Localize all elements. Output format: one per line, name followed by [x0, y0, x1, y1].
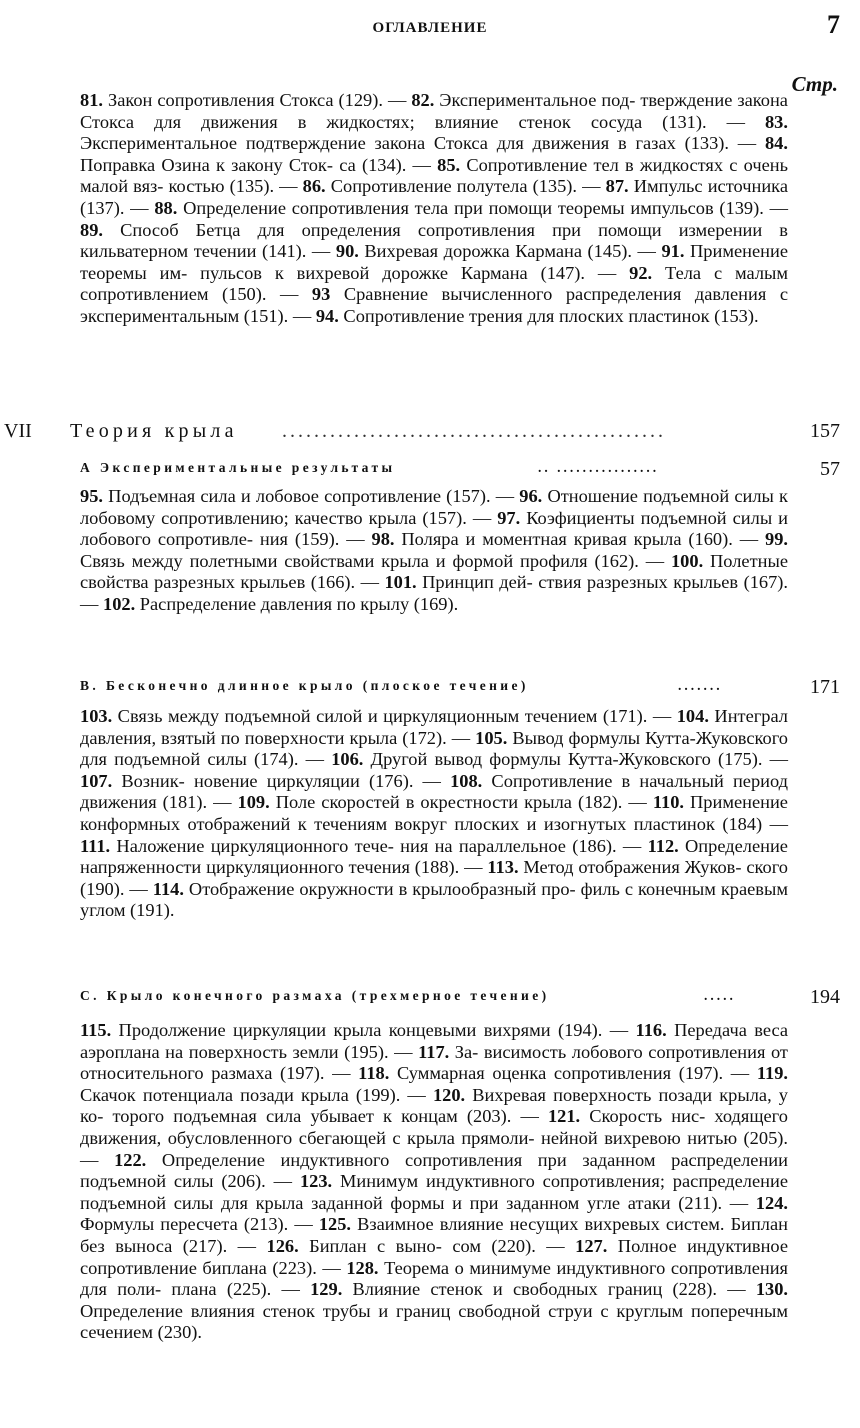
toc-paragraph-95-102 — [80, 486, 788, 616]
item-text: Поправка Озина к закону Сток- — [80, 154, 333, 175]
item-text: сопротивления при помощи измерении в кильватерном течении (141). — — [80, 219, 788, 262]
item-text: Полное индуктивное сопротивление биплана (223). — — [80, 1235, 789, 1278]
item-text: Наложение циркуляционного тече- — [110, 835, 394, 856]
item-text: Распределение давления по — [135, 593, 356, 614]
item-number: 82. — [411, 90, 435, 110]
item-text: Минимум индуктивного сопротивления; распределение подъемной — [80, 1171, 788, 1213]
item-text: тверждение закона Стокса для движения в жидкостях; влияние стенок — [80, 90, 788, 132]
section-heading-c — [0, 986, 860, 1010]
item-number: 113. — [487, 857, 519, 878]
item-number: 117. — [418, 1041, 450, 1062]
item-text: Формулы пересчета (213). — — [80, 1214, 319, 1235]
section-page: 171 — [810, 676, 840, 698]
item-number: 123. — [299, 1171, 333, 1192]
item-text: для плоских пластинок (153). — [527, 305, 759, 326]
item-number: 81. — [80, 90, 103, 110]
item-text: сопротивлением (150). — — [80, 284, 312, 305]
running-header: ОГЛАВЛЕНИЕ — [372, 20, 488, 36]
item-text: Вывод формулы Кутта-Жуковского для подъемной силы (174). — — [80, 727, 788, 770]
item-text: Принцип дей- — [416, 572, 533, 593]
item-text: торого подъемная сила убывает к концам (203). — — [112, 1106, 548, 1127]
item-text: Тела с малым — [652, 262, 788, 283]
item-number: 85. — [437, 154, 461, 175]
item-text: Вихревая дорожка Кармана (145). — — [358, 241, 662, 262]
item-text: источника (137). — — [80, 176, 788, 218]
item-text: Метод отображения Жуков- — [518, 857, 742, 878]
item-text: плана (225). — — [171, 1279, 311, 1300]
item-text: Скачок потенциала — [80, 1084, 234, 1105]
item-number: 98. — [371, 529, 395, 550]
item-text: Способ Бетца для определения — [103, 219, 401, 240]
item-text: Поле скоростей в окрестности крыла (182). — — [269, 792, 647, 813]
item-number: 94. — [315, 305, 339, 326]
item-number: 108. — [450, 770, 483, 791]
item-text: Экспериментальное подтверждение закона Стокса — [80, 133, 488, 154]
item-text: Отношение — [542, 486, 638, 506]
section-heading-a — [0, 458, 860, 482]
item-text: Определение напряженности — [80, 835, 788, 878]
item-text: теоремы импульсов (139). — — [557, 197, 788, 218]
item-text: между полетными свойствами крыла и формой профиля (162). — — [131, 550, 665, 571]
chapter-page: 157 — [810, 420, 840, 442]
item-text: Экспериментальное под- — [434, 90, 636, 110]
item-text: Сопротивление полутела (135). — — [325, 176, 606, 197]
item-text: Связь между подъемной силой и циркуляционным течением (171). — — [112, 706, 672, 726]
section-page: 57 — [820, 458, 840, 480]
item-number: 129. — [310, 1279, 343, 1300]
item-text: Связь — [80, 550, 125, 571]
item-text: Передача веса аэроплана на поверхность земли (195). — — [80, 1020, 788, 1062]
page-number: 7 — [827, 10, 840, 39]
section-leader-dots: .. ................ — [538, 460, 660, 475]
item-text: са (134). — — [339, 154, 438, 175]
item-text: висимость лобового сопротивления от относительного размаха (197). — — [80, 1041, 788, 1084]
item-text: сом (220). — — [452, 1235, 576, 1256]
item-text: филь с конечным краевым углом (191). — [80, 878, 788, 921]
item-number: 97. — [497, 507, 521, 528]
item-number: 105. — [475, 727, 508, 748]
item-text: движения (181). — — [80, 792, 238, 813]
item-number: 93 — [311, 284, 331, 305]
item-number: 107. — [80, 770, 113, 791]
item-text: Определение сопротивления тела при помощи — [177, 197, 553, 218]
chapter-leader-dots: ................................................ — [282, 420, 666, 442]
item-number: 100. — [670, 550, 704, 571]
item-text: Коэфициенты подъемной силы и лобового сопротивле- — [80, 507, 788, 550]
section-page: 194 — [810, 986, 840, 1008]
item-text: Сопротивление тел в жидкостях с очень малой вяз- — [80, 154, 788, 197]
chapter-number: VII — [4, 420, 32, 442]
toc-paragraph-81-94 — [80, 90, 788, 328]
item-text: циркуляционного течения (188). — — [206, 857, 488, 878]
item-text: Определение влияния стенок трубы и границ свободной струи — [80, 1300, 593, 1321]
item-text: Вихревая поверхность позади крыла, у ко- — [80, 1084, 788, 1127]
item-text: Применение конформных отображений к течениям вокруг плоских — [80, 792, 788, 834]
toc-paragraph-103-114 — [80, 706, 788, 922]
section-title: В. Бесконечно длинное крыло (плоское течение) — [80, 678, 529, 693]
item-text: Определение индуктивного — [146, 1149, 390, 1170]
item-number: 84. — [764, 133, 788, 154]
item-text: ского (190). — — [80, 857, 788, 899]
item-number: 125. — [318, 1214, 351, 1235]
item-number: 96. — [519, 486, 543, 506]
item-text: Применение теоремы им- — [80, 241, 788, 283]
item-text: сосуда (131). — — [590, 111, 765, 132]
item-number: 112. — [647, 835, 679, 856]
item-text: (157). — — [422, 507, 498, 528]
item-number: 99. — [765, 529, 788, 550]
item-number: 116. — [635, 1020, 667, 1040]
item-text: ния на параллельное (186). — — [400, 835, 648, 856]
item-text: Влияние стенок и свободных границ (228). — — [342, 1279, 746, 1300]
item-number: 118. — [358, 1063, 390, 1084]
item-number: 119. — [756, 1063, 788, 1084]
item-number: 87. — [605, 176, 629, 197]
item-text: За- — [449, 1041, 479, 1062]
item-text: Полетные свойства разрезных крыльев (166). — — [80, 550, 788, 593]
item-number: 104. — [676, 706, 709, 726]
item-number: 91. — [661, 241, 685, 262]
item-text: давления с экспериментальным (151). — — [80, 284, 788, 326]
item-text: Взаимное влияние несущих — [351, 1214, 579, 1235]
section-title: А Экспериментальные результаты — [80, 460, 396, 475]
item-text: Теорема о минимуме индуктивного сопротивления для поли- — [80, 1257, 788, 1300]
item-number: 103. — [80, 706, 113, 726]
item-text: ходящего движения, обусловленного сбегающей с крыла прямоли- — [80, 1106, 788, 1148]
section-heading-b — [0, 676, 860, 700]
item-number: 109. — [237, 792, 270, 813]
item-number: 95. — [80, 486, 103, 506]
item-number: 110. — [652, 792, 684, 813]
item-text: новение циркуляции (176). — — [193, 770, 451, 791]
item-text: нейной вихревою нитью (205). — — [80, 1127, 788, 1170]
item-number: 101. — [384, 572, 417, 593]
item-text: и изогнутых пластинок (184) — — [526, 813, 789, 834]
item-text: костью (135). — — [168, 176, 303, 197]
item-text: позади крыла (199). — — [240, 1084, 433, 1105]
item-number: 114. — [152, 878, 184, 899]
item-number: 88. — [154, 197, 178, 218]
item-number: 128. — [346, 1257, 379, 1278]
item-text: Сравнение вычисленного распределения — [330, 284, 682, 305]
item-text: силы для крыла заданной формы и при заданном угле атаки (211). — — [173, 1192, 749, 1213]
item-text: ния (159). — — [259, 529, 372, 550]
section-leader-dots: ....... — [678, 678, 723, 693]
item-number: 127. — [575, 1235, 608, 1256]
item-number: 111. — [80, 835, 111, 856]
section-title: С. Крыло конечного размаха (трехмерное течение) — [80, 988, 550, 1003]
item-number: 90. — [335, 241, 359, 262]
item-text: крылу (169). — [360, 593, 459, 614]
item-text: ствия разрезных крыльев (167). — — [80, 572, 788, 614]
item-number: 102. — [103, 593, 136, 614]
item-text: пульсов к вихревой дорожке Кармана (147). — — [200, 262, 630, 283]
item-number: 130. — [755, 1279, 789, 1300]
page-column-label: Стр. — [791, 72, 838, 96]
item-text: Биплан с выно- — [298, 1235, 442, 1256]
item-number: 92. — [629, 262, 653, 283]
item-text: вихревых систем. Биплан без выноса (217). — — [80, 1214, 788, 1256]
item-number: 122. — [114, 1149, 147, 1170]
item-text: Скорость нис- — [580, 1106, 706, 1127]
item-number: 121. — [547, 1106, 581, 1127]
item-text: Суммарная оценка сопротивления (197). — — [389, 1063, 757, 1084]
toc-paragraph-115-130 — [80, 1020, 788, 1344]
item-text: подъемной силы к лобовому сопротивлению; качество крыла — [80, 486, 788, 528]
item-text: Продолжение циркуляции крыла концевыми вихрями (194). — — [111, 1020, 629, 1040]
item-number: 86. — [302, 176, 326, 197]
item-text: Закон сопротивления Стокса (129). — — [103, 90, 412, 110]
item-text: сопротивления при заданном распределении подъемной силы (206). — — [80, 1149, 788, 1192]
item-text: Поляра и моментная кривая крыла (160). — — [394, 529, 765, 550]
chapter-title: Теория крыла — [70, 420, 238, 442]
item-text: Другой вывод формулы Кутта-Жуковского (175). — — [363, 749, 788, 770]
item-text: Сопротивление трения — [338, 305, 523, 326]
item-number: 106. — [331, 749, 364, 770]
chapter-heading-vii — [0, 420, 860, 448]
item-number: 124. — [755, 1192, 788, 1213]
section-leader-dots: ..... — [704, 988, 736, 1003]
item-text: для движения в газах (133). — — [496, 133, 765, 154]
item-text: Отображение окружности в крылообразный про- — [183, 878, 576, 899]
item-text: Сопротивление в начальный период — [482, 770, 789, 791]
item-number: 83. — [764, 111, 788, 132]
item-number: 120. — [432, 1084, 466, 1105]
item-number: 126. — [266, 1235, 299, 1256]
item-text: с круглым поперечным сечением (230). — [80, 1300, 788, 1343]
item-text: Возник- — [112, 770, 185, 791]
item-number: 115. — [80, 1020, 112, 1040]
item-number: 89. — [80, 219, 103, 240]
item-text: Интеграл давления, взятый по поверхности крыла (172). — — [80, 706, 788, 748]
item-text: Импульс — [628, 176, 703, 197]
item-text: Подъемная сила и лобовое сопротивление (157). — — [103, 486, 520, 506]
